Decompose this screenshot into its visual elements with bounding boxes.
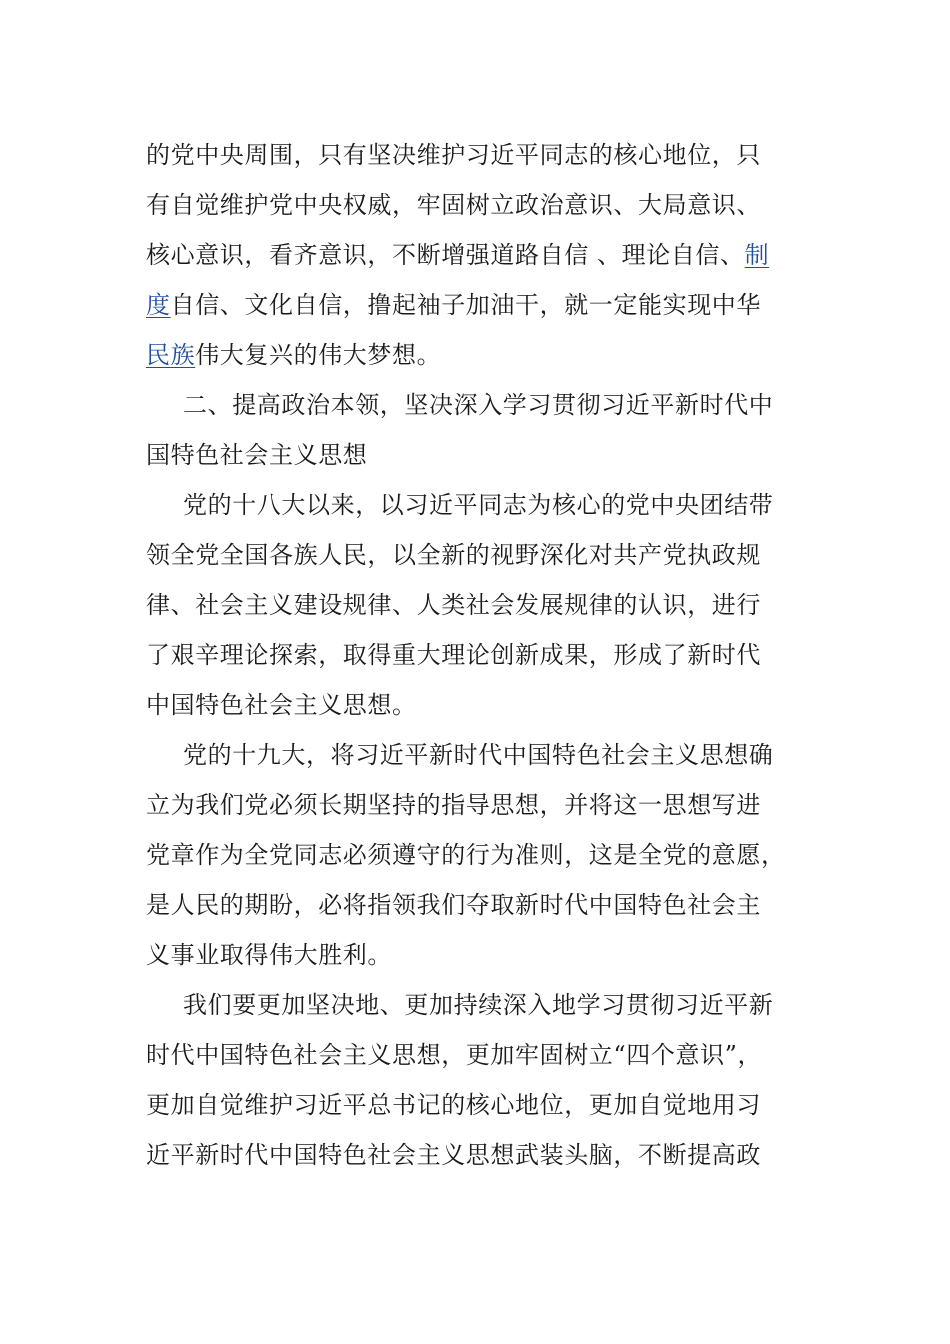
text-line — [146, 280, 806, 330]
section-heading-line: 二、提高政治本领，坚决深入学习贯彻习近平新时代中 — [183, 391, 774, 419]
text-line: 领全党全国各族人民，以全新的视野深化对共产党执政规 — [146, 541, 761, 569]
hyperlink-du[interactable]: 度 — [146, 291, 171, 319]
hyperlink-zhi[interactable]: 制 — [744, 241, 770, 269]
text-line: 有自觉维护党中央权威，牢固树立政治意识、大局意识、 — [146, 191, 761, 219]
section-heading-line: 国特色社会主义思想 — [146, 441, 368, 469]
text-line — [146, 230, 806, 280]
text-segment: 核心意识，看齐意识，不断增强道路自信 、理论自信、 — [146, 241, 745, 269]
document-body — [146, 130, 806, 1180]
text-line: 近平新时代中国特色社会主义思想武装头脑，不断提高政 — [146, 1141, 761, 1169]
text-line: 立为我们党必须长期坚持的指导思想，并将这一思想写进 — [146, 791, 761, 819]
text-line: 律、社会主义建设规律、人类社会发展规律的认识，进行 — [146, 591, 761, 619]
text-line: 时代中国特色社会主义思想，更加牢固树立“四个意识”， — [146, 1041, 763, 1069]
text-line: 更加自觉维护习近平总书记的核心地位，更加自觉地用习 — [146, 1091, 761, 1119]
text-line: 党的十八大以来，以习近平同志为核心的党中央团结带 — [183, 491, 774, 519]
text-line: 义事业取得伟大胜利。 — [146, 941, 392, 969]
text-line — [146, 330, 806, 380]
text-segment: 伟大复兴的伟大梦想。 — [195, 341, 442, 369]
text-line: 我们要更加坚决地、更加持续深入地学习贯彻习近平新 — [183, 991, 774, 1019]
text-line: 党的十九大，将习近平新时代中国特色社会主义思想确 — [183, 741, 774, 769]
text-segment: 自信、文化自信，撸起袖子加油干，就一定能实现中华 — [170, 291, 762, 319]
text-line: 中国特色社会主义思想。 — [146, 691, 417, 719]
text-line: 党章作为全党同志必须遵守的行为准则，这是全党的意愿， — [146, 841, 786, 869]
hyperlink-minzu[interactable]: 民族 — [146, 341, 196, 369]
text-line: 了艰辛理论探索，取得重大理论创新成果，形成了新时代 — [146, 641, 761, 669]
text-line: 的党中央周围，只有坚决维护习近平同志的核心地位，只 — [146, 141, 761, 169]
text-line: 是人民的期盼，必将指领我们夺取新时代中国特色社会主 — [146, 891, 761, 919]
